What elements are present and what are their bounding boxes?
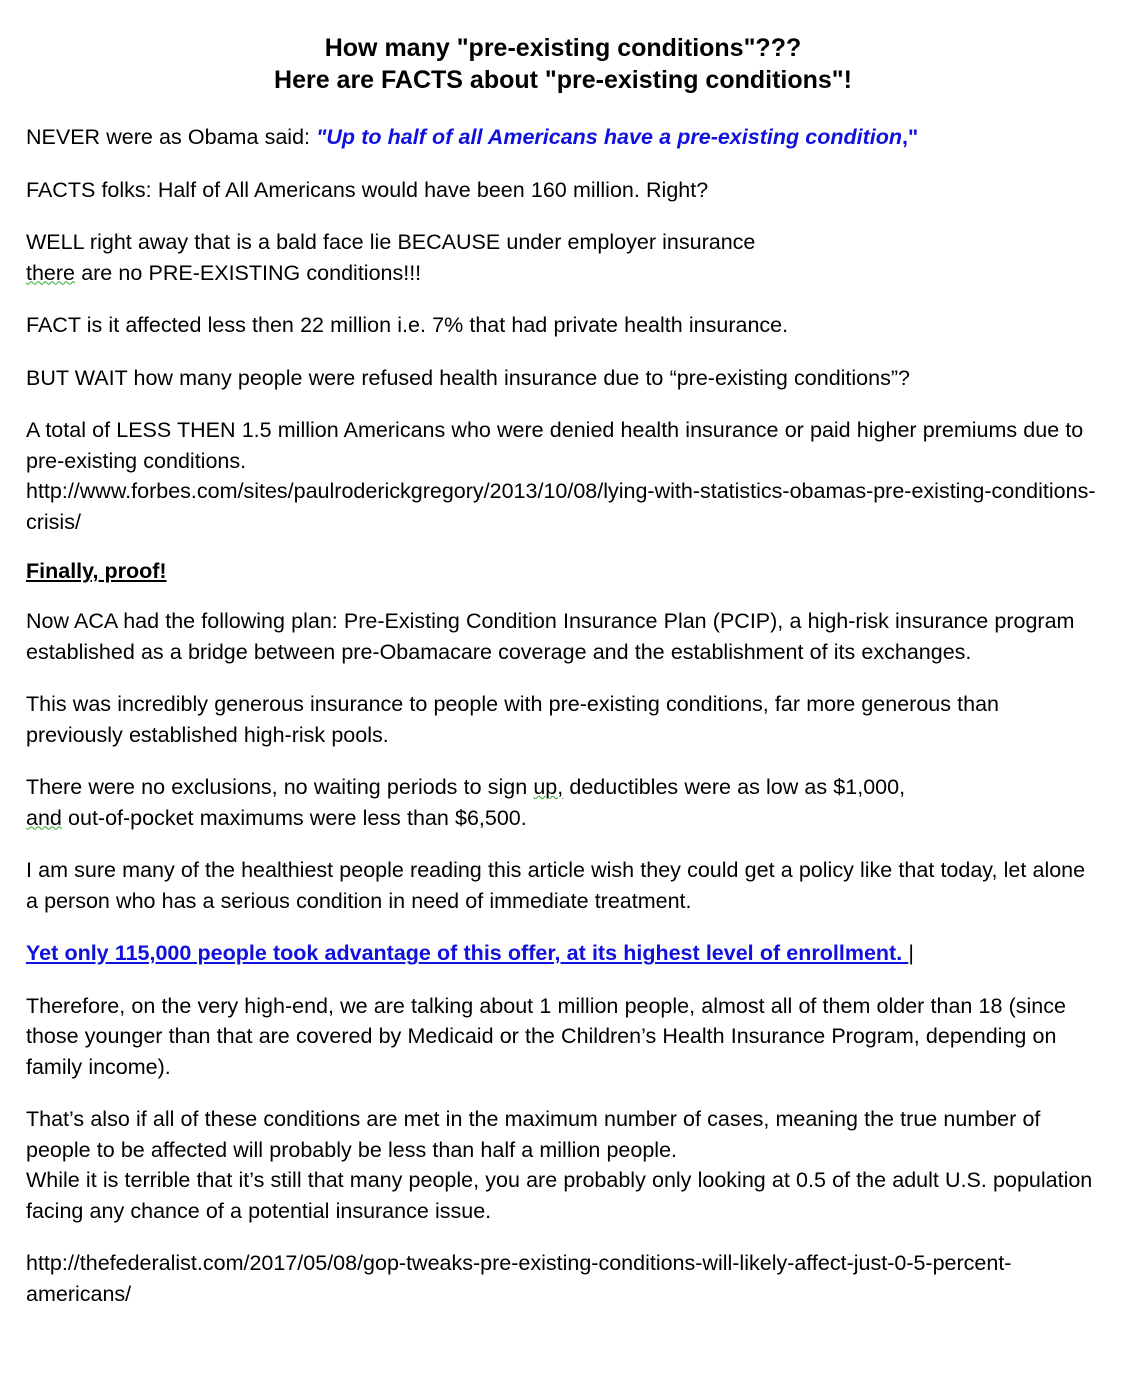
no-exclusions-text-b: deductibles were as low as $1,000, [563,775,906,800]
paragraph-but-wait: BUT WAIT how many people were refused health insurance due to “pre-existing conditions”? [26,365,910,390]
paragraph-less-then-1-5-million: A total of LESS THEN 1.5 million Americans who were denied health insurance or paid higher premiums due to pre-existing conditions. [26,418,1084,473]
paragraph-enrollment-highlight [26,938,1100,969]
paragraph-no-exclusions [26,772,1100,833]
paragraph-generous-insurance: This was incredibly generous insurance to people with pre-existing conditions, far more generous than previously established high-risk pools. [26,692,1000,747]
no-exclusions-line-1 [26,772,1100,803]
no-exclusions-line-2 [26,803,1100,834]
obama-quote-tail: ," [902,125,919,149]
heading-finally-proof: Finally, proof! [26,559,167,584]
employer-insurance-line-2 [26,258,1100,289]
paragraph-facts-folks: FACTS folks: Half of All Americans would have been 160 million. Right? [26,177,709,202]
no-exclusions-text-c: out-of-pocket maximums were less than $6,500. [61,805,527,830]
forbes-url[interactable]: http://www.forbes.com/sites/paulroderickgregory/2013/10/08/lying-with-statistics-obamas-pre-existing-conditions-crisis/ [26,479,1096,534]
employer-insurance-line-1: WELL right away that is a bald face lie BECAUSE under employer insurance [26,230,756,255]
page-title [26,32,1100,96]
obama-quote-lead: NEVER were as Obama said: [26,125,317,149]
paragraph-healthiest-people: I am sure many of the healthiest people reading this article wish they could get a policy like that today, let alone a person who has a serious condition in need of immediate treatment. [26,858,1086,913]
enrollment-link[interactable]: Yet only 115,000 people took advantage of this offer, at its highest level of enrollment. [26,941,909,966]
paragraph-pcip: Now ACA had the following plan: Pre-Existing Condition Insurance Plan (PCIP), a high-risk insurance program established as a bridge between pre-Obamacare coverage and the establishment of its exchanges. [26,609,1075,664]
paragraph-employer-insurance [26,227,1100,288]
paragraph-maximum-cases: That’s also if all of these conditions are met in the maximum number of cases, meaning the true number of people to be affected will probably be less than half a million people. [26,1107,1041,1162]
spellcheck-word-there: there [26,260,76,285]
employer-insurance-line-2-rest: are no PRE-EXISTING conditions!!! [75,260,422,285]
spellcheck-word-and: and [26,805,62,830]
spellcheck-word-up: up, [533,775,564,800]
obama-quote-text: "Up to half of all Americans have a pre-existing condition [316,125,902,149]
document-body [26,122,1100,1309]
paragraph-22-million: FACT is it affected less then 22 million i.e. 7% that had private health insurance. [26,313,789,338]
text-cursor: | [908,941,914,966]
no-exclusions-text-a: There were no exclusions, no waiting periods to sign [26,775,534,800]
title-line-2: Here are FACTS about "pre-existing conditions"! [274,66,852,94]
federalist-url[interactable]: http://thefederalist.com/2017/05/08/gop-tweaks-pre-existing-conditions-will-likely-affect-just-0-5-percent-americans/ [26,1251,1012,1306]
paragraph-adult-population: While it is terrible that it’s still that many people, you are probably only looking at 0.5 of the adult U.S. population facing any chance of a potential insurance issue. [26,1168,1093,1223]
paragraph-obama-quote [26,122,1100,153]
title-line-1: How many "pre-existing conditions"??? [324,34,802,62]
paragraph-high-end-estimate: Therefore, on the very high-end, we are talking about 1 million people, almost all of them older than 18 (since those younger than that are covered by Medicaid or the Children’s Health Insurance Program, depending on family income). [26,993,1066,1079]
